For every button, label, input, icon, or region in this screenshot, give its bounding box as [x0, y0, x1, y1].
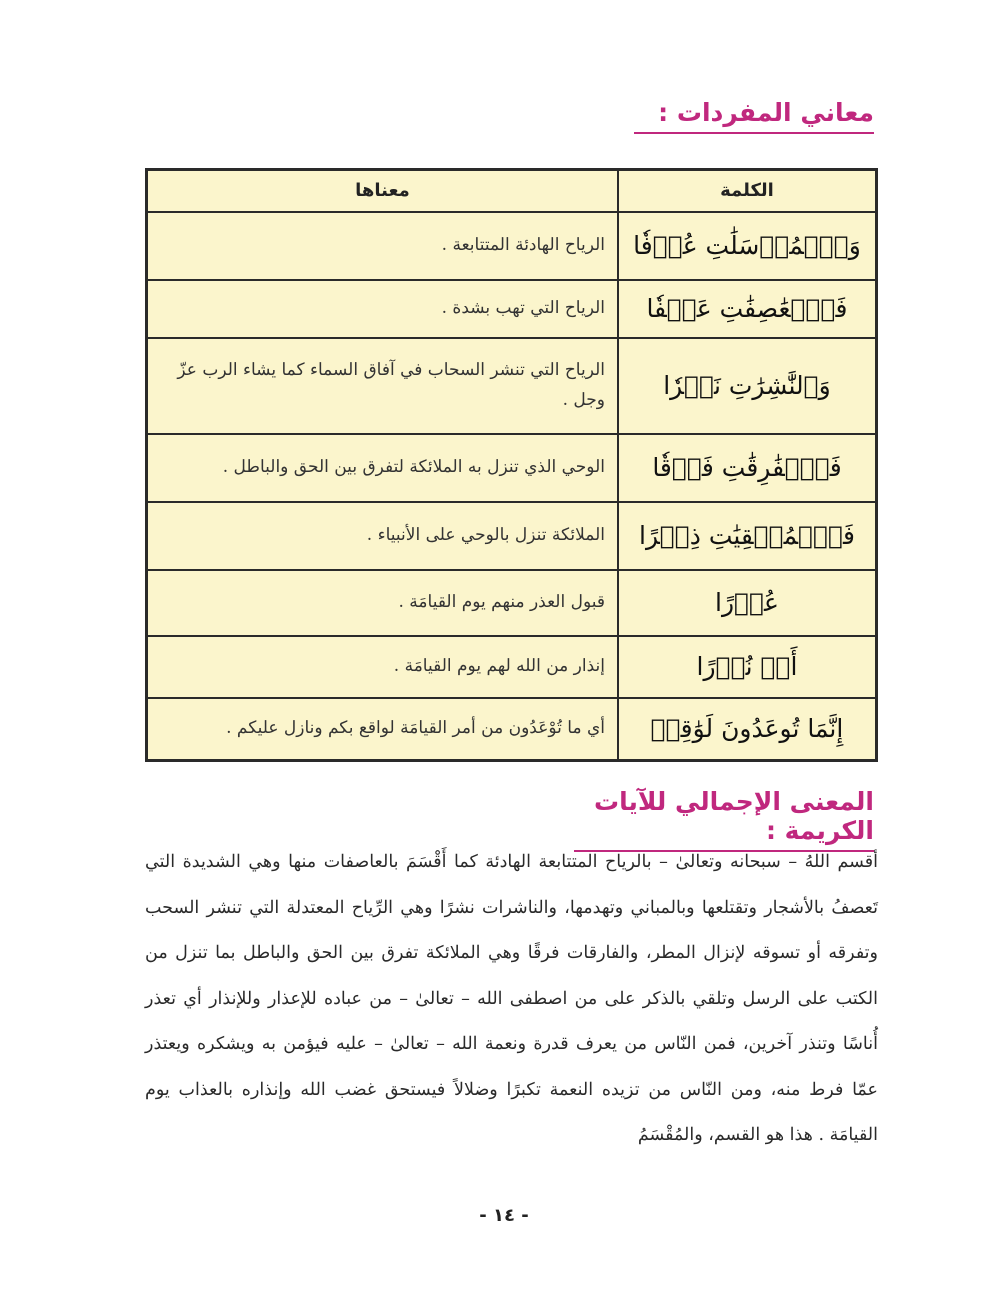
vocab-meaning: أي ما تُوْعَدُون من أمر القيامَة لواقع بكم ونازل عليكم . [147, 698, 619, 760]
page-number: - ١٤ - [479, 1205, 529, 1226]
summary-paragraph: أقسم اللهُ – سبحانه وتعالىٰ – بالرياح المتتابعة الهادئة كما أَقْسَمَ بالعاصفات منها وهي الشديدة التي تَعصفُ بالأشجار وتقتلعها وبالمباني وتهدمها، والناشرات نشرًا وهي الرِّياح المعتدلة التي تنشر السحب وتفرقه أو تسوقه لإنزال المطر، والفارقات فرقًا وهي الملائكة تفرق بين الحق والباطل بما تنزل من الكتب على الرسل وتلقي بالذكر على من اصطفى الله – تعالىٰ – من عباده للإعذار وللإنذار أي تعذر أُناسًا وتنذر آخرين، فمن النّاس من يعرف قدرة ونعمة الله – تعالىٰ – عليه فيؤمن به ويشكره ويعتذر عمّا فرط منه، ومن النّاس من تزيده النعمة تكبرًا وضلالاً فيستحق غضب الله وإنذاره بالعذاب يوم القيامَة . هذا هو القسم، والمُقْسَمُ [145, 852, 878, 1145]
vocab-word: أَوۡ نُذۡرًا [618, 636, 877, 698]
vocab-meaning: قبول العذر منهم يوم القيامَة . [147, 570, 619, 636]
summary-heading [574, 787, 874, 845]
vocab-table [145, 168, 878, 762]
vocab-word: عُذۡرًا [618, 570, 877, 636]
vocab-word: وَٱلنَّٰشِرَٰتِ نَشۡرٗا [618, 338, 877, 434]
vocab-meaning: إنذار من الله لهم يوم القيامَة . [147, 636, 619, 698]
vocab-heading [634, 98, 874, 127]
word-column-header: الكلمة [618, 170, 877, 213]
vocab-table-header-row [147, 170, 877, 213]
vocab-heading-underline [634, 132, 874, 134]
vocab-word: فَٱلۡفَٰرِقَٰتِ فَرۡقٗا [618, 434, 877, 502]
vocab-word: فَٱلۡعَٰصِفَٰتِ عَصۡفٗا [618, 280, 877, 338]
meaning-column-header: معناها [147, 170, 619, 213]
vocab-word: وَٱلۡمُرۡسَلَٰتِ عُرۡفٗا [618, 212, 877, 280]
vocab-meaning: الملائكة تنزل بالوحي على الأنبياء . [147, 502, 619, 570]
vocab-meaning: الرياح الهادئة المتتابعة . [147, 212, 619, 280]
vocab-heading-text: معاني المفردات : [658, 98, 874, 127]
summary-heading-text: المعنى الإجمالي للآيات الكريمة : [593, 787, 874, 845]
table-row [147, 570, 877, 636]
table-row [147, 502, 877, 570]
vocab-meaning: الرياح التي تهب بشدة . [147, 280, 619, 338]
table-row [147, 280, 877, 338]
table-row [147, 636, 877, 698]
vocab-meaning: الوحي الذي تنزل به الملائكة لتفرق بين الحق والباطل . [147, 434, 619, 502]
table-row [147, 212, 877, 280]
vocab-word: فَٱلۡمُلۡقِيَٰتِ ذِكۡرًا [618, 502, 877, 570]
vocab-meaning: الرياح التي تنشر السحاب في آفاق السماء كما يشاء الرب عزّ وجل . [147, 338, 619, 434]
table-row [147, 338, 877, 434]
vocab-word: إِنَّمَا تُوعَدُونَ لَوَٰقِعٞ [618, 698, 877, 760]
table-row [147, 698, 877, 760]
table-row [147, 434, 877, 502]
